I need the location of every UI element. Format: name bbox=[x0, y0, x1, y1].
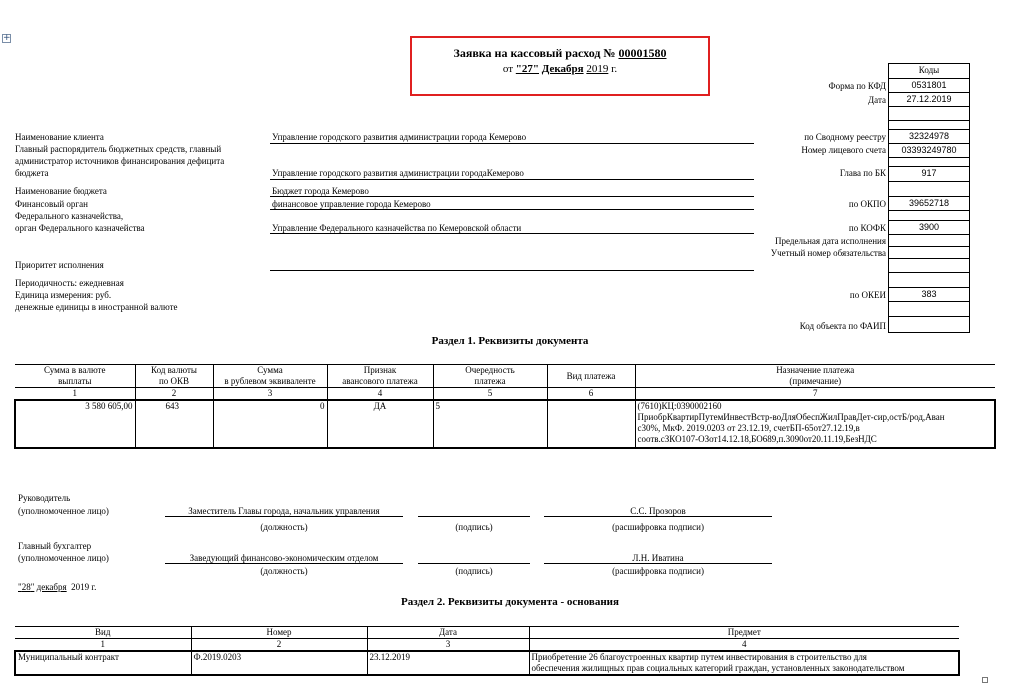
manager-value: Управление городского развития администрации городаКемерово bbox=[272, 168, 524, 178]
s1-n5: 5 bbox=[433, 388, 547, 401]
s1-h2: Код валюты по ОКВ bbox=[135, 365, 213, 388]
acc-name-line bbox=[544, 563, 772, 564]
manager-underline bbox=[270, 179, 754, 180]
code-forma: 0531801 bbox=[888, 78, 970, 92]
unit: Единица измерения: руб. bbox=[15, 290, 112, 300]
deadline-label: Предельная дата исполнения bbox=[775, 236, 886, 246]
s2-h3: Дата bbox=[367, 627, 529, 639]
budget-value: Бюджет города Кемерово bbox=[272, 186, 369, 196]
priority-label: Приоритет исполнения bbox=[15, 260, 104, 270]
section2-number-row bbox=[15, 639, 959, 652]
codes-heading: Коды bbox=[918, 65, 940, 75]
s1-n1: 1 bbox=[15, 388, 135, 401]
s1-h1: Сумма в валюте выплаты bbox=[15, 365, 135, 388]
s1-amount: 3 580 605,00 bbox=[15, 400, 135, 448]
code-empty-4 bbox=[888, 181, 970, 195]
currency-note: денежные единицы в иностранной валюте bbox=[15, 302, 178, 312]
head-name: С.С. Прозоров bbox=[630, 506, 686, 516]
code-empty-7 bbox=[888, 272, 970, 286]
s1-currency: 643 bbox=[135, 400, 213, 448]
code-glava: 917 bbox=[888, 166, 970, 180]
head-label-1: Руководитель bbox=[18, 493, 71, 503]
section1-header-row bbox=[15, 365, 995, 388]
head-position-line bbox=[165, 516, 403, 517]
code-empty-8 bbox=[888, 301, 970, 315]
code-okpo: 39652718 bbox=[888, 196, 970, 210]
head-decode-caption: (расшифровка подписи) bbox=[612, 522, 704, 532]
s1-n3: 3 bbox=[213, 388, 327, 401]
s1-n6: 6 bbox=[547, 388, 635, 401]
fk-value: Управление Федерального казначейства по Кемеровской области bbox=[272, 223, 522, 233]
periodicity: Периодичность: ежедневная bbox=[15, 278, 124, 288]
s1-order: 5 bbox=[433, 400, 547, 448]
fk-underline bbox=[270, 233, 754, 234]
glava-label: Глава по БК bbox=[839, 168, 886, 178]
acc-label-1: Главный бухгалтер bbox=[18, 541, 92, 551]
acc-sign-caption: (подпись) bbox=[455, 566, 493, 576]
s1-n7: 7 bbox=[813, 388, 818, 398]
s2-h2: Номер bbox=[191, 627, 367, 639]
head-position: Заместитель Главы города, начальник управления bbox=[188, 506, 380, 516]
date-label: Дата bbox=[868, 95, 886, 105]
section2-data-row bbox=[15, 651, 959, 675]
s1-h3: Сумма в рублевом эквиваленте bbox=[213, 365, 327, 388]
s1-n2: 2 bbox=[135, 388, 213, 401]
s1-rub: 0 bbox=[213, 400, 327, 448]
code-svodny: 32324978 bbox=[888, 129, 970, 143]
client-value: Управление городского развития администрации города Кемерово bbox=[272, 132, 527, 142]
s1-kind bbox=[547, 400, 635, 448]
s2-n3: 3 bbox=[367, 639, 529, 652]
section1-number-row bbox=[15, 388, 995, 401]
client-underline bbox=[270, 143, 754, 144]
document-title: Заявка на кассовый расход № 00001580 bbox=[453, 46, 667, 60]
code-date: 27.12.2019 bbox=[888, 92, 970, 106]
s1-purpose: (7610)КЦ:0390002160 ПриобрКвартирПутемИнвестВстр-воДляОбеспЖилПравДет-сир,остБ/род,Аван с30%, МкФ. 2019.0203 от 23.12.19, счетБП-65от27.12.19,в соотв.сЗКО107-ОЗот14.12.18,БО689,п.3090от20.11.19,БезНДС bbox=[637, 401, 945, 444]
s1-h4: Признак авансового платежа bbox=[327, 365, 433, 388]
s2-h1: Вид bbox=[15, 627, 191, 639]
acc-decode-caption: (расшифровка подписи) bbox=[612, 566, 704, 576]
code-kofk: 3900 bbox=[888, 220, 970, 234]
account-label: Номер лицевого счета bbox=[801, 145, 886, 155]
table-move-handle-icon[interactable]: + bbox=[3, 33, 11, 43]
fk-label-1: Федерального казначейства, bbox=[15, 211, 124, 221]
budget-label: Наименование бюджета bbox=[15, 186, 107, 196]
section1-table bbox=[14, 364, 996, 449]
s2-n1: 1 bbox=[15, 639, 191, 652]
acc-sign-line bbox=[418, 563, 530, 564]
s2-kind: Муниципальный контракт bbox=[15, 651, 191, 675]
okpo-label: по ОКПО bbox=[848, 199, 886, 209]
s1-advance: ДА bbox=[327, 400, 433, 448]
head-sign-caption: (подпись) bbox=[455, 522, 493, 532]
fk-label-2: орган Федерального казначейства bbox=[15, 223, 145, 233]
head-sign-line bbox=[418, 516, 530, 517]
acc-position-line bbox=[165, 563, 403, 564]
acc-position: Заведующий финансово-экономическим отделом bbox=[189, 553, 379, 563]
forma-label: Форма по КФД bbox=[828, 81, 886, 91]
okei-label: по ОКЕИ bbox=[849, 290, 886, 300]
document-date: от "27" Декабря 2019 г. bbox=[502, 63, 618, 75]
manager-label-2: администратор источников финансирования дефицита bbox=[15, 156, 225, 166]
manager-label-3: бюджета bbox=[15, 168, 49, 178]
section2-header-row bbox=[15, 627, 959, 639]
code-okei: 383 bbox=[888, 287, 970, 301]
head-label-2: (уполномоченное лицо) bbox=[18, 506, 109, 516]
budget-underline bbox=[270, 196, 754, 197]
s2-n4: 4 bbox=[742, 639, 747, 649]
section2-table bbox=[14, 626, 960, 676]
code-empty-1 bbox=[888, 106, 970, 120]
s2-h4: Предмет bbox=[727, 627, 761, 637]
s1-h7: Назначение платежа (примечание) bbox=[776, 365, 855, 386]
acc-name: Л.Н. Иватина bbox=[632, 553, 684, 563]
fin-value: финансовое управление города Кемерово bbox=[272, 199, 431, 209]
document-number: 00001580 bbox=[618, 46, 667, 60]
priority-underline bbox=[270, 270, 754, 271]
head-position-caption: (должность) bbox=[260, 522, 308, 532]
s2-subject: Приобретение 26 благоустроенных квартир путем инвестирования в строительство для обеспечения жилищных прав социальных категорий граждан, установленных законодательством bbox=[531, 652, 905, 673]
faip-label: Код объекта по ФАИП bbox=[799, 321, 886, 331]
obligation-label: Учетный номер обязательства bbox=[770, 248, 886, 258]
kofk-label: по КОФК bbox=[848, 223, 886, 233]
acc-position-caption: (должность) bbox=[260, 566, 308, 576]
s1-h5: Очередность платежа bbox=[433, 365, 547, 388]
manager-label-1: Главный распорядитель бюджетных средств, главный bbox=[15, 144, 222, 154]
section1-data-row bbox=[15, 400, 995, 448]
section1-title: Раздел 1. Реквизиты документа bbox=[431, 335, 589, 347]
fin-underline bbox=[270, 209, 754, 210]
sign-date: "28" декабря 2019 г. bbox=[18, 582, 97, 592]
code-empty-6 bbox=[888, 258, 970, 272]
section2-title: Раздел 2. Реквизиты документа - основания bbox=[401, 596, 619, 608]
svodny-label: по Сводному реестру bbox=[804, 132, 886, 142]
head-name-line bbox=[544, 516, 772, 517]
code-faip bbox=[888, 316, 970, 330]
s2-number: Ф.2019.0203 bbox=[191, 651, 367, 675]
resize-handle-icon[interactable] bbox=[982, 677, 988, 683]
code-account: 03393249780 bbox=[888, 143, 970, 157]
s1-n4: 4 bbox=[327, 388, 433, 401]
s1-h6: Вид платежа bbox=[547, 365, 635, 388]
client-label: Наименование клиента bbox=[15, 132, 104, 142]
acc-label-2: (уполномоченное лицо) bbox=[18, 553, 109, 563]
s2-date: 23.12.2019 bbox=[367, 651, 529, 675]
s2-n2: 2 bbox=[191, 639, 367, 652]
fin-label: Финансовый орган bbox=[15, 199, 88, 209]
